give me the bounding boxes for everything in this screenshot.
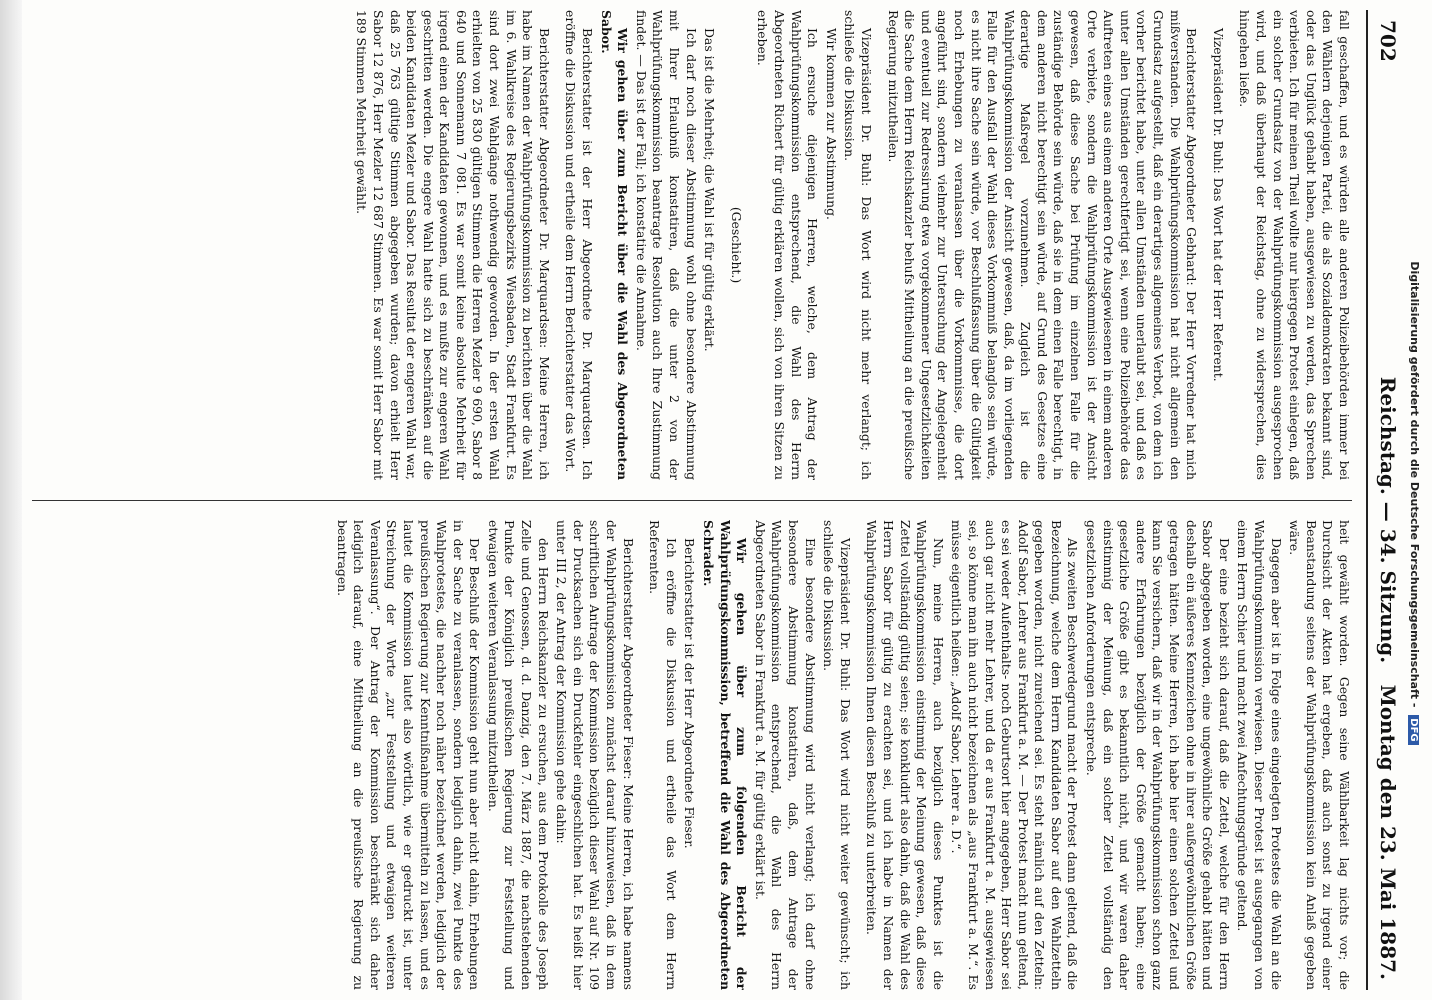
paragraph: Wir kommen zur Abstimmung. [823,28,839,220]
paragraph: Ich ersuche diejenigen Herren, welche, dem Antrag der Wahlprüfungskommission entsprechend, die Wahl des Herrn Abgeordneten Richert für gültig erklären wollen, sich von ihren Sitzen zu erheben. [755,10,821,480]
paragraph: Ich eröffne die Diskussion und ertheile das Wort dem Herrn Referenten. [647,520,679,990]
dfg-logo: DFG [1408,715,1419,744]
digitization-label: Digitalisierung gefördert durch die Deutsche Forschungsgemeinschaft - [1408,261,1421,708]
paragraph: Als zweiten Beschwerdegrund macht der Protest dann geltend, daß die Bezeichnung, welche dem Herrn Kandidaten Sabor auf den Wahlzetteln gegeben worden, nicht zureichend sei. Es steht nämlich auf den Zetteln: Adolf Sabor, Lehrer aus Frankfurt a. M. — Der Protest macht nun geltend, es sei weder Aufenthalts- noch Geburtsort hier angegeben, Herr Sabor sei auch gar nicht mehr Lehrer, und da er aus Frankfurt a. M. ausgewiesen sei, so könne man ihn auch nicht bezeichnen als „aus Frankfurt a. M.“. Es müsse eigentlich heißen: „Adolf Sabor, Lehrer a. D.“. [949,520,1081,990]
paragraph: Berichterstatter Abgeordneter Fieser: Meine Herren, ich habe namens der Wahlprüfungskommission zunächst darauf hinzuweisen, daß in dem schriftlichen Antrage der Kommission bezüglich dieser Wahl auf Nr. 109 der Drucksachen sich ein Druckfehler eingeschlichen hat. Es heißt hier unter III 2, der Antrag der Kommission gehe dahin: [554,520,636,990]
paragraph: Dagegen aber ist in Folge eines eingelegten Protestes die Wahl an die Wahlprüfungskommission verwiesen. Dieser Protest ist ausgegangen von einem Herrn Schier und macht zwei Anfechtungsgründe geltend. [1235,520,1284,990]
paragraph: fall geschaffen, und es würden alle anderen Polizeibehörden immer bei den Wählern derjenigen Partei, die als Sozialdemokraten bekannt sind, oder das Unglück gehabt haben, ausgewiesen zu werden, das Sprechen verbieten. Ich für meinen Theil wollte nur hiergegen Protest einlegen, daß ein solcher Grundsatz von der Wahlprüfungskommission ausgesprochen wird, und daß überhaupt der Reichstag, ohne zu widersprechen, dies hingehen ließe. [1237,10,1352,480]
paragraph: Eine besondere Abstimmung wird nicht verlangt; ich darf ohne besondere Abstimmung konstatiren, daß, dem Antrage der Wahlprüfungskommission entsprechend, die Wahl des Herrn Abgeordneten Sabor in Frankfurt a. M. für gültig erklärt ist. [752,520,818,990]
stage-direction: (Geschieht.) [728,206,744,284]
session-date: Montag den 23. Mai 1887. [1376,684,1400,980]
digitization-text [1408,8,1421,998]
paragraph: Ich darf noch dieser Abstimmung wohl ohne besondere Abstimmung mit Ihrer Erlaubniß konstatiren, daß die unter 2 von der Wahlprüfungskommission beantragte Resolution auch Ihre Zustimmung findet. — Das ist der Fall; ich konstatire die Annahme. [633,10,699,480]
paragraph: Nun, meine Herren, auch bezüglich dieses Punktes ist die Wahlprüfungskommission einstimmig der Meinung gewesen, daß diese Zettel vollständig gültig seien; sie konkludirt also dahin, daß die Wahl des Herrn Sabor für gültig zu erachten sei, und ich habe in Namen der Wahlprüfungskommission Ihnen diesen Beschluß zu unterbreiten. [864,520,946,990]
quoted-motion: den Herrn Reichskanzler zu ersuchen, aus dem Protokolle des Joseph Zelle und Genossen, d. d. Danzig, den 7. März 1887, die nachstehenden Punkte der Königlich preußischen Regierung zur Feststellung und etwaigen weiteren Veranlassung mitzutheilen. [485,520,551,990]
column-divider [32,500,1352,501]
scan-gutter-shadow [0,0,22,1000]
paragraph: Berichterstatter ist der Herr Abgeordnete Fieser. [682,538,698,849]
left-column [32,10,1352,480]
paragraph: Wir gehen über zum folgenden Bericht der Wahlprüfungskommission, betreffend die Wahl des Abgeordneten Schrader. [701,520,750,990]
session-label: Reichstag. — 34. Sitzung. [1376,376,1400,664]
paragraph: Das ist die Mehrheit; die Wahl ist für gültig erklärt. [702,28,718,352]
paragraph: Vizepräsident Dr. Buhl: Das Wort wird nicht weiter gewünscht; ich schließe die Diskussion. [821,520,853,990]
rotated-print-page [28,10,1408,990]
paragraph: Vizepräsident Dr. Buhl: Das Wort hat der Herr Referent. [1210,28,1226,382]
page-number: 702 [1376,20,1400,62]
paragraph: Der Beschluß der Kommission geht nun aber nicht dahin, Erhebungen in der Sache zu veranlassen, sondern lediglich dahin, zwei Punkte des Wahlprotestes, die nachher noch näher bezeichnet werden, lediglich der preußischen Regierung zur Kenntnißnahme übermitteln zu lassen, und es lautet die Kommission lautet also wörtlich, wie er gedruckt ist, unter Streichung der Worte „zur Feststellung und etwaigen weiteren Veranlassung“. Der Antrag der Kommission beschränkt sich daher lediglich darauf, eine Mittheilung an die preußische Regierung zu beantragen. [334,520,483,990]
paragraph: Berichterstatter ist der Herr Abgeordnete Dr. Marquardsen. Ich eröffne die Diskussion und ertheile dem Herrn Berichterstatter das Wort. [563,10,596,480]
paragraph: Vizepräsident Dr. Buhl: Das Wort wird nicht mehr verlangt; ich schließe die Diskussion. [842,10,874,480]
right-column [32,520,1352,990]
paragraph: Der eine bezieht sich darauf, daß die Zettel, welche für den Herrn Sabor abgegeben worden, eine ungewöhnliche Größe gehabt hätten und deshalb ein äußeres Kennzeichen ohne in ihrer außergewöhnlichen Größe getragen hätten. Meine Herren, ich habe hier einen solchen Zettel und kann Sie versichern, daß wir in der Wahlprüfungskommission schon ganz andere Erfahrungen bezüglich der Größe gemacht haben; eine gesetzliche Größe gibt es bekanntlich nicht, und wir waren daher einstimmig der Meinung, daß ein solcher Zettel vollständig den gesetzlichen Anforderungen entspreche. [1084,520,1232,990]
page-body [32,10,1352,990]
digitization-note [1395,8,1423,998]
paragraph: Berichterstatter Abgeordneter Dr. Marquardsen: Meine Herren, ich habe im Namen der Wahlprüfungskommission zu berichten über die Wahl im 6. Wahlkreise des Regierungsbezirks Wiesbaden, Stadt Frankfurt. Es sind dort zwei Wahlgänge nothwendig geworden. In der ersten Wahl erhielten von 25 830 gültigen Stimmen die Herren Mezler 9 690, Sabor 8 640 und Sonnemann 7 081. Es war somit keine absolute Mehrheit für irgend einen der Kandidaten gewonnen, und es mußte zur engeren Wahl geschritten werden. Die engere Wahl hatte sich zu beschränken auf die beiden Kandidaten Mezler und Sabor. Das Resultat der engeren Wahl war, daß 25 763 gültige Stimmen abgegeben wurden; davon erhielt Herr Sabor 12 876, Herr Mezler 12 687 Stimmen. Es war somit Herr Sabor mit 189 Stimmen Mehrheit gewählt. [354,10,552,480]
paragraph: Berichterstatter Abgeordneter Gebhard: Der Herr Vorredner hat mich mißverstanden. Die Wahlprüfungskommission hat nicht allgemein den Grundsatz aufgestellt, daß ein derartiges allgemeines Verbot, von dem ich vorher berichtet habe, unter allen Umständen unerlaubt sei, und daß es unter allen Umständen gerechtfertigt sei, wenn eine Polizeibehörde das Auftreten eines aus einem anderen Orte Ausgewiesenen in einem anderen Orte verbiete, sondern die Wahlprüfungskommission ist der Ansicht gewesen, daß diese Sache bei Prüfung im einzelnen Falle für die zuständige Behörde sein würde, daß sie in dem einen Falle berechtigt, in dem anderen nicht berechtigt sein würde, auf Grund des Gesetzes eine derartige Maßregel vorzunehmen. Zugleich ist die Wahlprüfungskommission der Ansicht gewesen, daß, da im vorliegenden Falle für den Ausfall der Wahl dieses Vorkommniß belanglos sein würde, es nicht ihre Sache sein würde, vor Beschlußfassung über die Gültigkeit noch Erhebungen zu veranlassen über die Vorkommnisse, die dort angeführt sind, sondern vielmehr zur Untersuchung der Angelegenheit und eventuell zur Redressirung etwa vorgekommener Ungesetzlichkeiten die Sache dem Herrn Reichskanzler behufs Mittheilung an die preußische Regierung mitzutheilen. [885,10,1200,480]
paragraph: Wir gehen über zum Bericht über die Wahl des Abgeordneten Sabor. [598,10,631,480]
paragraph: heit gewählt worden. Gegen seine Wählbarkeit lag nichts vor; die Durchsicht der Akten hat ergeben, daß auch sonst zu irgend einer Beanstandung seitens der Wahlprüfungskommission kein Anlaß gegeben wäre. [1287,520,1352,990]
